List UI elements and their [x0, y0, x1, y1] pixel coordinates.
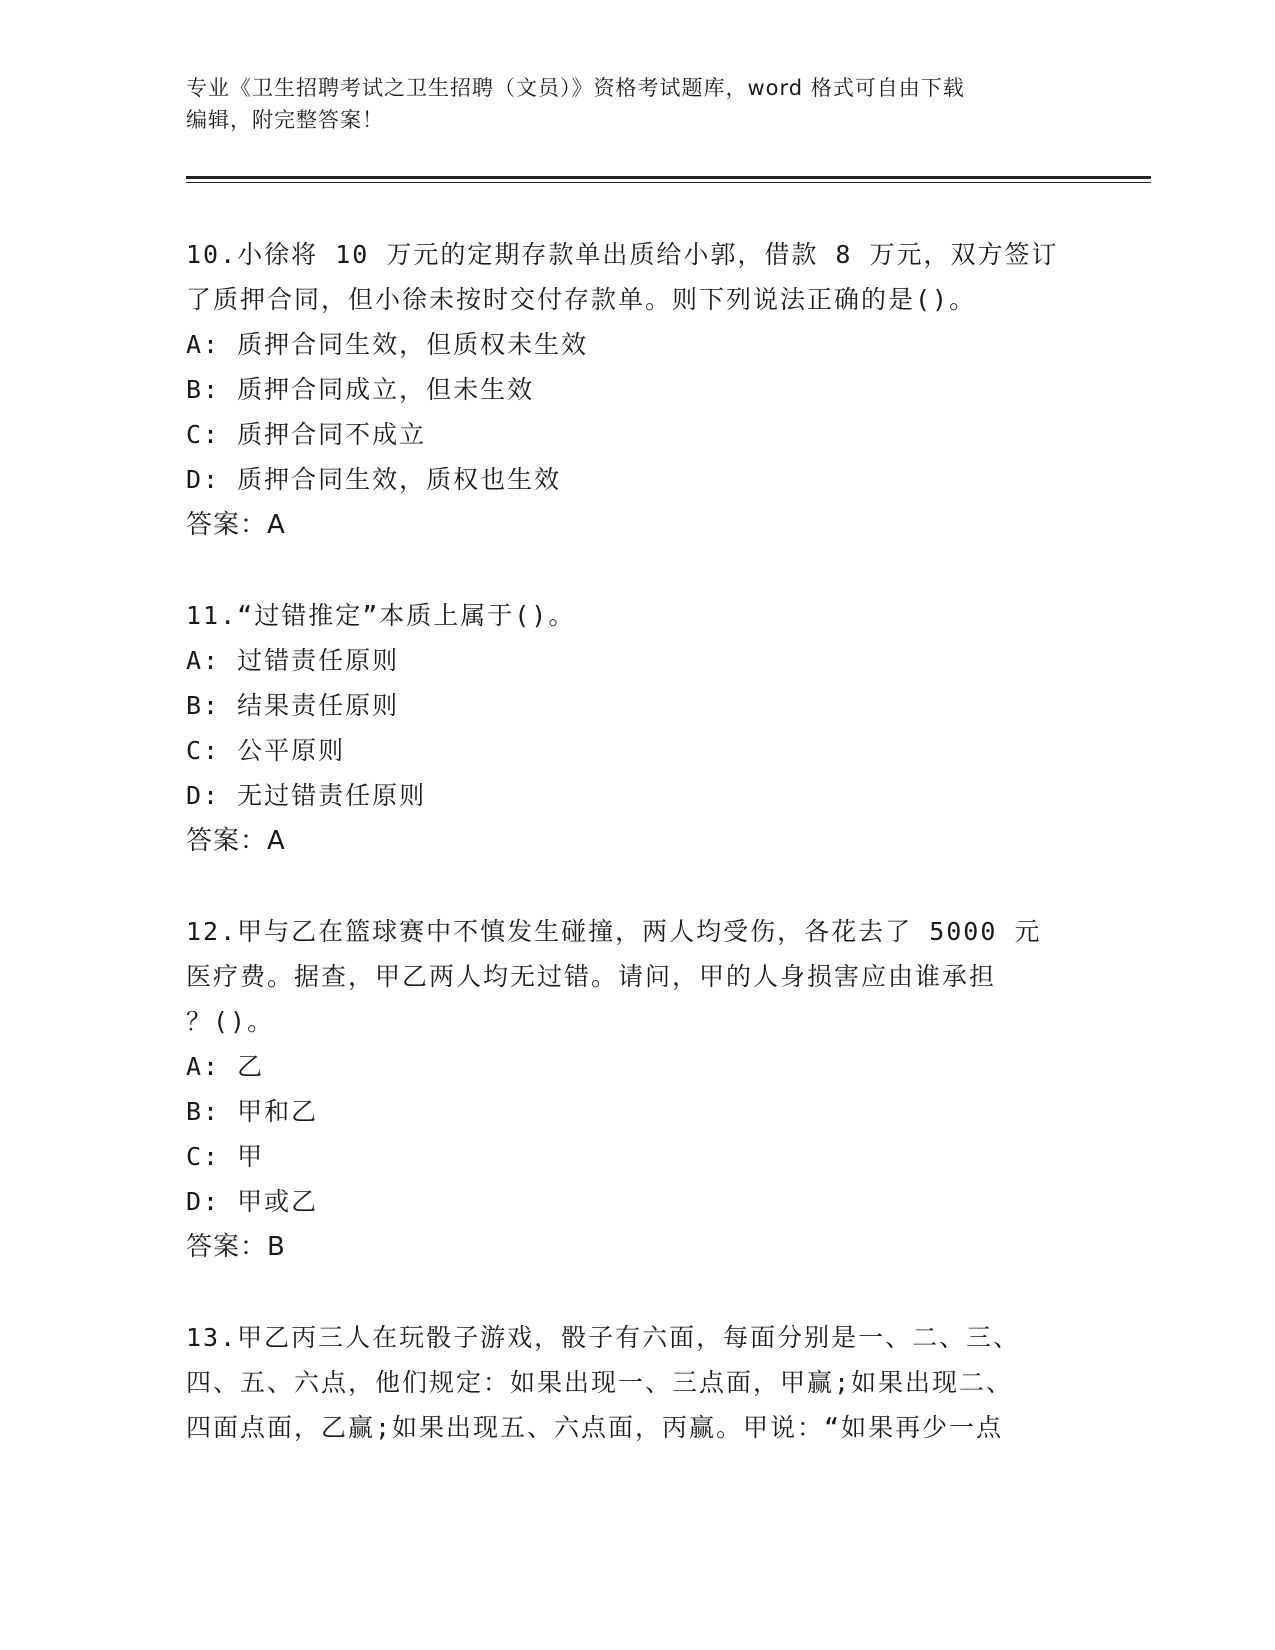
- question-stem-line: 13.甲乙丙三人在玩骰子游戏，骰子有六面，每面分别是一、二、三、: [186, 1323, 1021, 1352]
- question-stem-line: ？()。: [186, 1007, 275, 1036]
- question-12: [186, 909, 1086, 1270]
- document-header: [186, 72, 1066, 136]
- question-10: [186, 232, 1086, 548]
- option-c: C: 公平原则: [186, 736, 346, 765]
- option-d: D: 无过错责任原则: [186, 781, 427, 810]
- option-c: C: 质押合同不成立: [186, 420, 427, 449]
- question-11: [186, 593, 1086, 864]
- question-stem-line: 了质押合同，但小徐未按时交付存款单。则下列说法正确的是()。: [186, 285, 977, 314]
- option-d: D: 质押合同生效，质权也生效: [186, 465, 562, 494]
- option-b: B: 质押合同成立，但未生效: [186, 375, 535, 404]
- answer-line: 答案：A: [186, 826, 286, 856]
- option-a: A: 乙: [186, 1052, 265, 1081]
- option-c: C: 甲: [186, 1142, 265, 1171]
- option-b: B: 甲和乙: [186, 1097, 319, 1126]
- header-line-2: 编辑，附完整答案！: [186, 108, 384, 132]
- question-stem-line: 四、五、六点，他们规定：如果出现一、三点面，甲赢;如果出现二、: [186, 1368, 1014, 1397]
- question-stem-line: 医疗费。据查，甲乙两人均无过错。请问，甲的人身损害应由谁承担: [186, 962, 997, 991]
- question-stem-line: 11.“过错推定”本质上属于()。: [186, 601, 576, 630]
- option-d: D: 甲或乙: [186, 1187, 319, 1216]
- header-line-1: 专业《卫生招聘考试之卫生招聘（文员）》资格考试题库，word 格式可自由下载: [186, 76, 965, 100]
- question-list: [186, 232, 1086, 1450]
- question-stem-line: 10.小徐将 10 万元的定期存款单出质给小郭，借款 8 万元，双方签订: [186, 240, 1059, 269]
- header-divider-thick: [186, 176, 1151, 179]
- option-a: A: 过错责任原则: [186, 646, 400, 675]
- question-13: [186, 1315, 1086, 1450]
- question-spacer: [186, 1270, 1086, 1315]
- question-stem-line: 12.甲与乙在篮球赛中不慎发生碰撞，两人均受伤，各花去了 5000 元: [186, 917, 1042, 946]
- option-b: B: 结果责任原则: [186, 691, 400, 720]
- answer-line: 答案：A: [186, 510, 286, 540]
- question-spacer: [186, 548, 1086, 593]
- question-stem-line: 四面点面，乙赢;如果出现五、六点面，丙赢。甲说：“如果再少一点: [186, 1413, 1004, 1442]
- option-a: A: 质押合同生效，但质权未生效: [186, 330, 589, 359]
- answer-line: 答案：B: [186, 1232, 286, 1262]
- question-spacer: [186, 864, 1086, 909]
- header-divider-thin: [186, 182, 1151, 183]
